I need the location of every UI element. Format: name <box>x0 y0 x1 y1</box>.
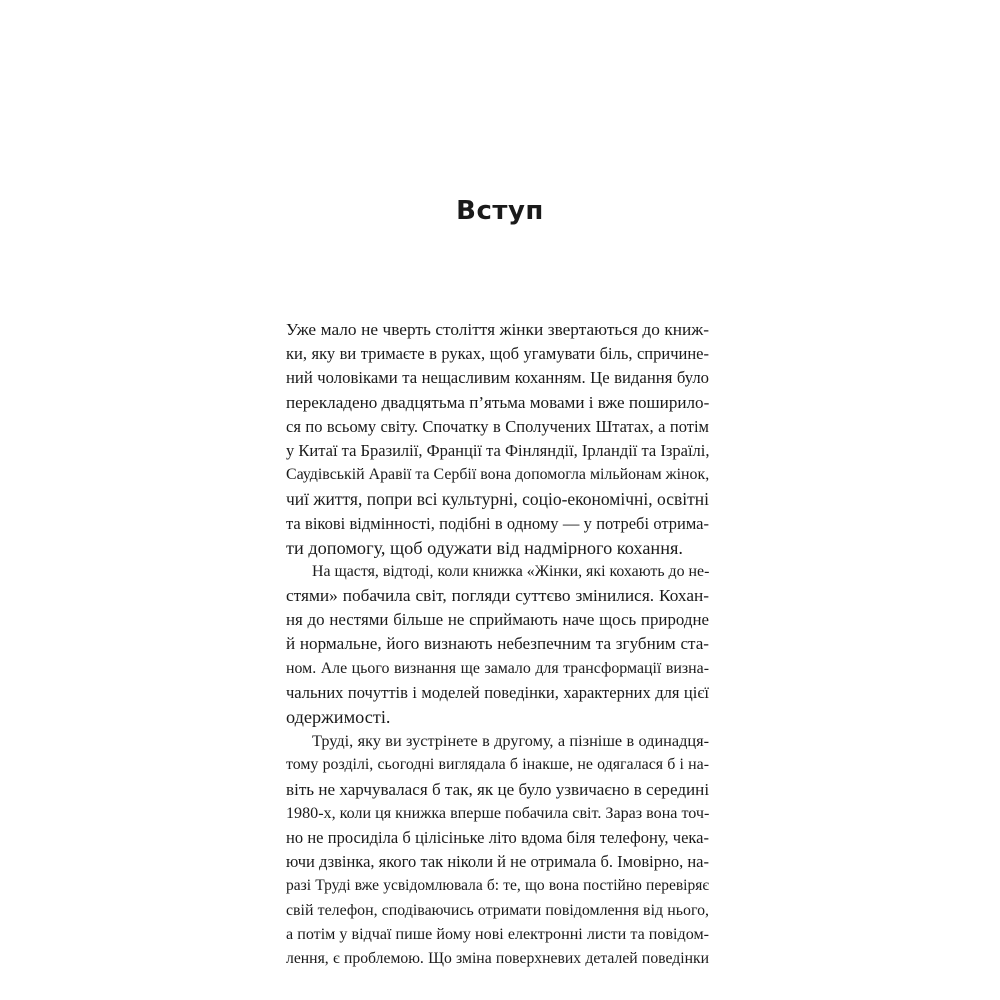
text-line: На щастя, відтоді, коли книжка «Жінки, які кохають до не- <box>312 562 709 580</box>
text-line: ся по всьому світу. Спочатку в Сполучених Штатах, а потім <box>286 416 709 436</box>
text-line: чиї життя, попри всі культурні, соціо-економічні, освітні <box>286 489 709 510</box>
text-line: ний чоловіками та нещасливим коханням. Це видання було <box>286 368 709 388</box>
text-line: ки, яку ви тримаєте в руках, щоб угамувати біль, спричине- <box>286 344 709 364</box>
text-line: чальних почуттів і моделей поведінки, характерних для цієї <box>286 682 709 702</box>
text-line: ючи дзвінка, якого так ніколи й не отримала б. Імовірно, на- <box>286 852 709 872</box>
text-line: Саудівській Аравії та Сербії вона допомогла мільйонам жінок, <box>286 466 709 484</box>
text-line: а потім у відчаї пише йому нові електронні листи та повідом- <box>286 925 709 943</box>
text-line: тому розділі, сьогодні виглядала б інакше, не одягалася б і на- <box>286 756 709 774</box>
text-line: й нормальне, його визнають небезпечним та згубним ста- <box>286 634 709 654</box>
text-line: віть не харчувалася б так, як це було узвичаєно в середині <box>286 779 709 799</box>
text-line: Труді, яку ви зустрінете в другому, а пізніше в одинадця- <box>312 731 709 751</box>
text-line: ти допомогу, щоб одужати від надмірного кохання. <box>286 537 683 558</box>
text-line: та вікові відмінності, подібні в одному — у потребі отрима- <box>286 513 709 533</box>
text-line: одержимості. <box>286 707 391 727</box>
text-line: лення, є проблемою. Що зміна поверхневих деталей поведінки <box>286 949 709 967</box>
text-line: у Китаї та Бразилії, Франції та Фінляндії, Ірландії та Ізраїлі, <box>286 440 709 460</box>
text-line: ном. Але цього визнання ще замало для трансформації визна- <box>286 659 709 677</box>
text-line: ня до нестями більше не сприймають наче щось природне <box>286 610 709 630</box>
text-line: разі Труді вже усвідомлювала б: те, що вона постійно перевіряє <box>286 877 709 895</box>
text-line: но не просиділа б цілісіньке літо вдома біля телефону, чека- <box>286 827 709 847</box>
text-line: Уже мало не чверть століття жінки звертаються до книж- <box>286 320 709 339</box>
chapter-title: Вступ <box>456 196 544 226</box>
text-line: 1980-х, коли ця книжка вперше побачила світ. Зараз вона точ- <box>286 804 709 822</box>
body-text <box>286 318 709 971</box>
text-line: перекладено двадцятьма п’ятьма мовами і вже поширило- <box>286 392 709 412</box>
text-line: стями» побачила світ, погляди суттєво змінилися. Кохан- <box>286 586 709 606</box>
text-line: свій телефон, сподіваючись отримати повідомлення від нього, <box>286 901 709 919</box>
